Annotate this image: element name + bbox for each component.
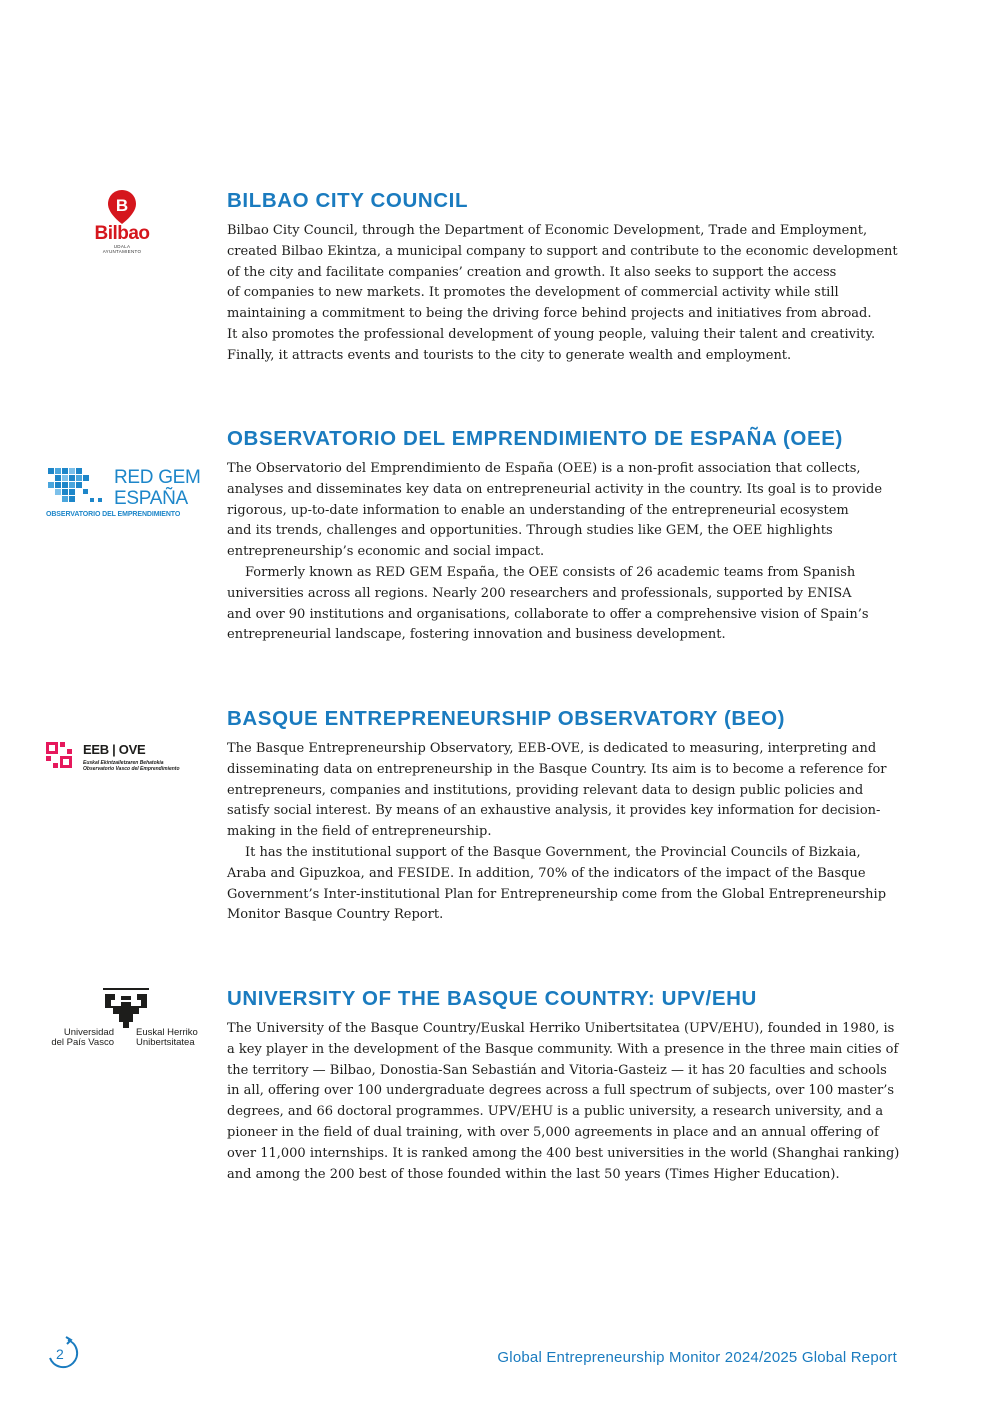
text-line: Government’s Inter-institutional Plan for Entrepreneurship come from the Global Entrepreneurship [227,886,887,902]
text-line: It also promotes the professional development of young people, valuing their talent and creativity. [227,326,876,342]
section-heading: OBSERVATORIO DEL EMPRENDIMIENTO DE ESPAÑA (OEE) [227,427,843,450]
section-body [227,739,895,926]
text-line: degrees, and 66 doctoral programmes. UPV/EHU is a public university, a research university, and a [227,1104,884,1120]
text-line: created Bilbao Ekintza, a municipal company to support and contribute to the economic development [227,243,898,259]
section-body [227,221,898,367]
text-line: Monitor Basque Country Report. [227,907,444,923]
text-line: of the city and facilitate companies’ creation and growth. It also seeks to support the access [227,264,837,280]
section-body [227,459,895,646]
paragraph [227,1019,900,1185]
section-heading: UNIVERSITY OF THE BASQUE COUNTRY: UPV/EHU [227,987,757,1010]
text-line: a key player in the development of the Basque community. With a presence in the three main cities of [227,1041,899,1057]
footer-report-title: Global Entrepreneurship Monitor 2024/2025 Global Report [497,1349,897,1366]
paragraph [227,843,895,926]
text-line: disseminating data on entrepreneurship in the Basque Country. Its aim is to become a reference for [227,761,887,777]
paragraph [227,221,898,367]
text-line: Finally, it attracts events and tourists to the city to generate wealth and employment. [227,347,792,363]
text-line: making in the field of entrepreneurship. [227,824,492,840]
text-line: The Basque Entrepreneurship Observatory, EEB-OVE, is dedicated to measuring, interpreting and [227,741,877,756]
eeb-ove-mark-icon [46,742,72,768]
upv-left-1: Universidad [63,1027,114,1038]
section-heading: BASQUE ENTREPRENEURSHIP OBSERVATORY (BEO) [227,707,786,730]
upv-basque-name [136,1028,198,1048]
bilbao-logo [46,190,153,254]
paragraph [227,459,895,563]
eeb-ove-sub-1: Euskal Ekintzailetzaren Behatokia [83,760,164,766]
eeb-ove-sub-2: Observatorio Vasco del Emprendimiento [83,766,180,772]
text-line: of companies to new markets. It promotes the development of commercial activity while still [227,285,839,301]
text-line: The University of the Basque Country/Euskal Herriko Unibertsitatea (UPV/EHU), founded in 1980, is [227,1021,895,1036]
red-gem-pixel-icon [46,467,110,509]
section-heading: BILBAO CITY COUNCIL [227,189,469,212]
upv-ehu-tree-icon [99,986,153,1028]
eeb-ove-subtitle [83,760,180,772]
text-line: rigorous, up-to-date information to enable an understanding of the entrepreneurial ecosystem [227,502,849,518]
text-line: The Observatorio del Emprendimiento de España (OEE) is a non-profit association that collects, [227,461,861,476]
text-line: entrepreneurial landscape, fostering innovation and business development. [227,627,726,643]
bilbao-wordmark: Bilbao [94,223,150,244]
page-number-arc-icon [46,1336,82,1372]
upv-right-2: Unibertsitatea [136,1037,195,1048]
red-gem-title [114,467,201,509]
text-line: It has the institutional support of the Basque Government, the Provincial Councils of Bizkaia, [245,844,861,860]
red-gem-line-2: ESPAÑA [114,488,188,509]
text-line: Bilbao City Council, through the Department of Economic Development, Trade and Employment, [227,223,868,238]
paragraph [227,563,895,646]
bilbao-sub-1: UDALA [113,244,131,249]
text-line: and among the 200 best of those founded within the last 50 years (Times Higher Education). [227,1166,840,1182]
text-line: maintaining a commitment to being the driving force behind projects and initiatives from abroad. [227,306,872,322]
text-line: and its trends, challenges and opportunities. Through studies like GEM, the OEE highlights [227,523,833,539]
text-line: and over 90 institutions and organisations, collaborate to offer a comprehensive vision of Spain’s [227,606,869,622]
svg-text:B: B [115,196,129,215]
text-line: pioneer in the field of dual training, with over 5,000 agreements in place and an annual offering of [227,1124,879,1140]
text-line: entrepreneurship’s economic and social impact. [227,544,545,560]
bilbao-b-icon [108,190,136,224]
bilbao-sub-2: AYUNTAMIENTO [102,249,142,254]
upv-spanish-name [46,1028,114,1048]
text-line: Araba and Gipuzkoa, and FESIDE. In addition, 70% of the indicators of the impact of the Basque [227,865,866,881]
paragraph [227,739,895,843]
text-line: the territory — Bilbao, Donostia-San Sebastián and Vitoria-Gasteiz — it has 20 faculties and schools [227,1062,887,1078]
red-gem-line-1: RED GEM [114,467,201,488]
text-line: Formerly known as RED GEM España, the OEE consists of 26 academic teams from Spanish [245,564,856,580]
text-line: in all, offering over 100 undergraduate degrees across a full spectrum of subjects, over 100 master’s [227,1083,895,1099]
text-line: entrepreneurs, companies and institutions, providing relevant data to design public policies and [227,782,864,798]
text-line: satisfy social interest. By means of an exhaustive analysis, it provides key information for decision- [227,803,881,819]
eeb-ove-title: EEB | OVE [83,742,146,757]
upv-ehu-logo [46,986,206,1054]
eeb-ove-logo [46,742,206,782]
page-number: 2 [56,1346,64,1362]
text-line: analyses and disseminates key data on entrepreneurial activity in the country. Its goal is to provide [227,481,883,497]
red-gem-logo [46,467,202,523]
text-line: over 11,000 internships. It is ranked among the 400 best universities in the world (Shanghai ranking) [227,1145,900,1161]
red-gem-subtitle: OBSERVATORIO DEL EMPRENDIMIENTO [46,511,181,518]
section-body [227,1019,900,1185]
upv-right-1: Euskal Herriko [136,1027,198,1038]
upv-left-2: del País Vasco [51,1037,114,1048]
text-line: universities across all regions. Nearly 200 researchers and professionals, supported by ENISA [227,585,852,601]
